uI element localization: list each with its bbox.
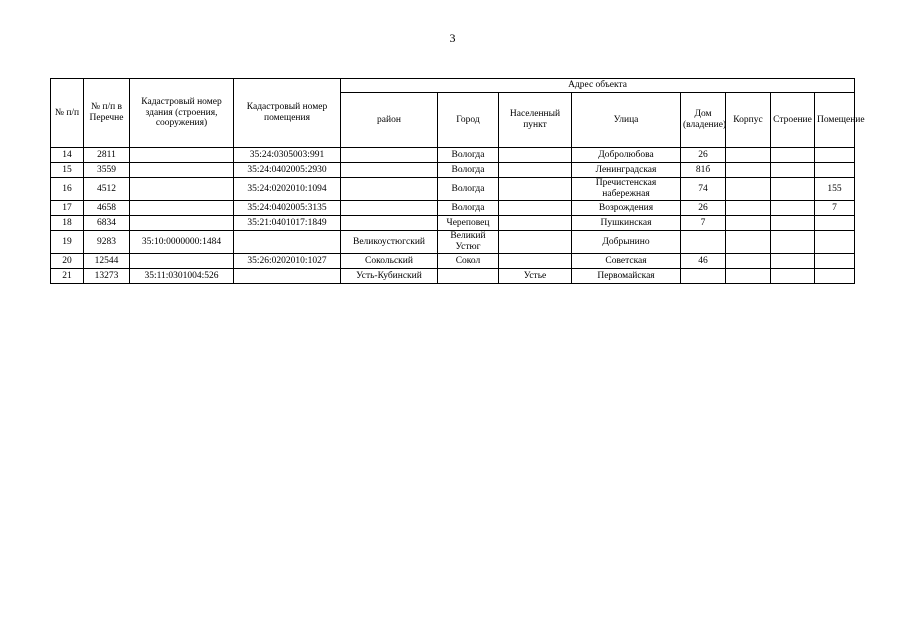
cell-building-cadastral bbox=[130, 178, 234, 201]
cell-building-cadastral bbox=[130, 163, 234, 178]
cell-district bbox=[341, 216, 438, 231]
cell-list-num: 13273 bbox=[84, 269, 130, 284]
cell-premises-cadastral bbox=[234, 269, 341, 284]
cell-street: Добрынино bbox=[572, 231, 681, 254]
cell-premises-cadastral: 35:24:0202010:1094 bbox=[234, 178, 341, 201]
cell-korpus bbox=[726, 148, 771, 163]
cell-building-cadastral: 35:11:0301004:526 bbox=[130, 269, 234, 284]
cell-house: 26 bbox=[681, 148, 726, 163]
cell-settlement bbox=[499, 216, 572, 231]
cell-district bbox=[341, 178, 438, 201]
header-structure: Строение bbox=[771, 93, 815, 148]
cell-settlement bbox=[499, 148, 572, 163]
cell-room: 7 bbox=[815, 201, 855, 216]
cell-city: Череповец bbox=[438, 216, 499, 231]
cell-premises-cadastral: 35:26:0202010:1027 bbox=[234, 254, 341, 269]
cell-structure bbox=[771, 269, 815, 284]
cell-district: Великоустюгский bbox=[341, 231, 438, 254]
cell-korpus bbox=[726, 178, 771, 201]
header-city: Город bbox=[438, 93, 499, 148]
cell-city: Вологда bbox=[438, 201, 499, 216]
cell-district bbox=[341, 148, 438, 163]
cell-list-num: 4512 bbox=[84, 178, 130, 201]
table-row bbox=[51, 254, 855, 269]
cell-premises-cadastral: 35:21:0401017:1849 bbox=[234, 216, 341, 231]
cell-settlement bbox=[499, 254, 572, 269]
cell-structure bbox=[771, 216, 815, 231]
cell-city: Сокол bbox=[438, 254, 499, 269]
cell-premises-cadastral: 35:24:0402005:3135 bbox=[234, 201, 341, 216]
cell-house bbox=[681, 269, 726, 284]
cell-building-cadastral bbox=[130, 216, 234, 231]
cell-structure bbox=[771, 148, 815, 163]
cell-settlement bbox=[499, 231, 572, 254]
cell-street: Добролюбова bbox=[572, 148, 681, 163]
cell-list-num: 9283 bbox=[84, 231, 130, 254]
header-premises-cadastral: Кадастровый номер помещения bbox=[234, 79, 341, 148]
cell-room bbox=[815, 269, 855, 284]
header-address-group: Адрес объекта bbox=[341, 79, 855, 93]
cell-street: Возрождения bbox=[572, 201, 681, 216]
cell-structure bbox=[771, 254, 815, 269]
cell-street: Пречистенская набережная bbox=[572, 178, 681, 201]
cell-district: Сокольский bbox=[341, 254, 438, 269]
cell-structure bbox=[771, 178, 815, 201]
cell-house: 7 bbox=[681, 216, 726, 231]
table-row bbox=[51, 231, 855, 254]
cell-num: 16 bbox=[51, 178, 84, 201]
table-row bbox=[51, 216, 855, 231]
header-building-cadastral: Кадастровый номер здания (строения, сооружения) bbox=[130, 79, 234, 148]
cell-list-num: 4658 bbox=[84, 201, 130, 216]
header-korpus: Корпус bbox=[726, 93, 771, 148]
page-number: 3 bbox=[449, 31, 456, 45]
cell-korpus bbox=[726, 269, 771, 284]
cell-settlement bbox=[499, 163, 572, 178]
cell-street: Ленинградская bbox=[572, 163, 681, 178]
cell-korpus bbox=[726, 201, 771, 216]
cell-district: Усть-Кубинский bbox=[341, 269, 438, 284]
cell-district bbox=[341, 163, 438, 178]
cell-korpus bbox=[726, 216, 771, 231]
header-room: Помещение bbox=[815, 93, 855, 148]
cell-house: 26 bbox=[681, 201, 726, 216]
cell-korpus bbox=[726, 254, 771, 269]
cell-house bbox=[681, 231, 726, 254]
cell-room bbox=[815, 231, 855, 254]
header-settlement: Населенный пункт bbox=[499, 93, 572, 148]
cell-city: Вологда bbox=[438, 148, 499, 163]
cell-city: Вологда bbox=[438, 163, 499, 178]
cell-settlement bbox=[499, 201, 572, 216]
table-row bbox=[51, 178, 855, 201]
cell-korpus bbox=[726, 163, 771, 178]
cell-street: Первомайская bbox=[572, 269, 681, 284]
cell-house: 81б bbox=[681, 163, 726, 178]
cell-building-cadastral: 35:10:0000000:1484 bbox=[130, 231, 234, 254]
cell-num: 19 bbox=[51, 231, 84, 254]
cell-structure bbox=[771, 231, 815, 254]
cell-room bbox=[815, 148, 855, 163]
cell-settlement bbox=[499, 178, 572, 201]
header-street: Улица bbox=[572, 93, 681, 148]
cell-room: 155 bbox=[815, 178, 855, 201]
cell-list-num: 3559 bbox=[84, 163, 130, 178]
cell-num: 21 bbox=[51, 269, 84, 284]
cell-num: 14 bbox=[51, 148, 84, 163]
cell-structure bbox=[771, 201, 815, 216]
table-row bbox=[51, 148, 855, 163]
cell-korpus bbox=[726, 231, 771, 254]
cell-house: 74 bbox=[681, 178, 726, 201]
cell-num: 17 bbox=[51, 201, 84, 216]
cell-premises-cadastral: 35:24:0402005:2930 bbox=[234, 163, 341, 178]
cell-premises-cadastral bbox=[234, 231, 341, 254]
cell-list-num: 2811 bbox=[84, 148, 130, 163]
cell-building-cadastral bbox=[130, 254, 234, 269]
cell-structure bbox=[771, 163, 815, 178]
cell-street: Пушкинская bbox=[572, 216, 681, 231]
header-list-num: № п/п в Перечне bbox=[84, 79, 130, 148]
cell-building-cadastral bbox=[130, 148, 234, 163]
table-row bbox=[51, 201, 855, 216]
cell-list-num: 12544 bbox=[84, 254, 130, 269]
cell-list-num: 6834 bbox=[84, 216, 130, 231]
cell-room bbox=[815, 163, 855, 178]
objects-table bbox=[50, 78, 865, 284]
cell-city bbox=[438, 269, 499, 284]
header-district: район bbox=[341, 93, 438, 148]
cell-settlement: Устье bbox=[499, 269, 572, 284]
cell-building-cadastral bbox=[130, 201, 234, 216]
cell-city: Вологда bbox=[438, 178, 499, 201]
cell-num: 18 bbox=[51, 216, 84, 231]
table-row bbox=[51, 269, 855, 284]
cell-city: Великий Устюг bbox=[438, 231, 499, 254]
table-row bbox=[51, 163, 855, 178]
cell-street: Советская bbox=[572, 254, 681, 269]
cell-district bbox=[341, 201, 438, 216]
cell-room bbox=[815, 216, 855, 231]
cell-room bbox=[815, 254, 855, 269]
cell-house: 46 bbox=[681, 254, 726, 269]
cell-premises-cadastral: 35:24:0305003:991 bbox=[234, 148, 341, 163]
header-house: Дом (владение) bbox=[681, 93, 726, 148]
header-num: № п/п bbox=[51, 79, 84, 148]
cell-num: 15 bbox=[51, 163, 84, 178]
cell-num: 20 bbox=[51, 254, 84, 269]
